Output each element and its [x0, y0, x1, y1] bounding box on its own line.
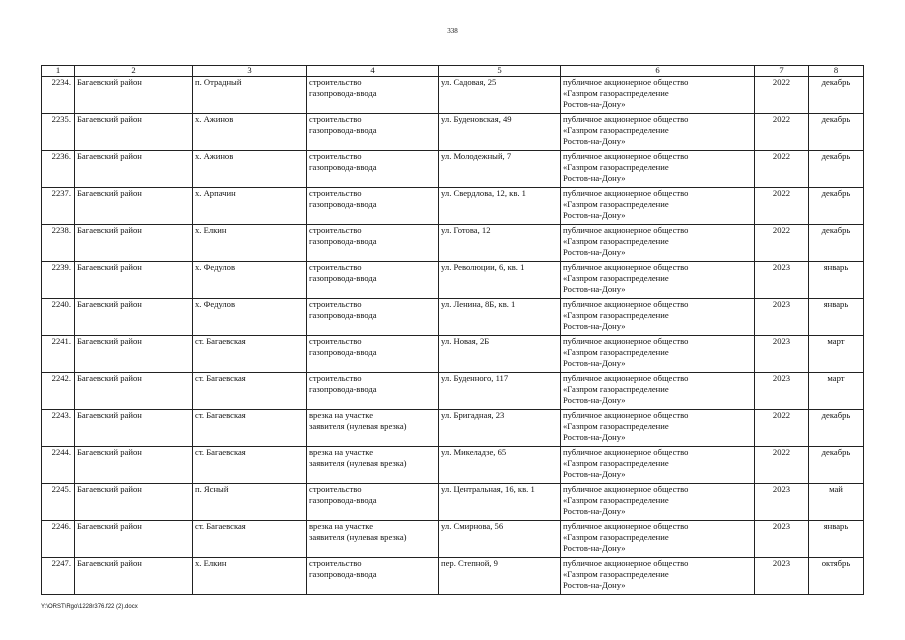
organization-line: публичное акционерное общество	[563, 484, 689, 494]
month-cell: декабрь	[809, 77, 864, 114]
organization-cell	[561, 410, 755, 447]
table-row	[42, 373, 864, 410]
address-cell: ул. Буденного, 117	[439, 373, 561, 410]
month-cell: декабрь	[809, 114, 864, 151]
year-cell: 2023	[755, 484, 809, 521]
work-type-line: строительство	[309, 77, 362, 87]
work-type-cell	[307, 410, 439, 447]
file-path-footer: Y:\ORST\Rgo\1228r376.f22 (2).docx	[41, 604, 138, 610]
locality-cell: х. Федулов	[193, 262, 307, 299]
row-number-cell: 2234.	[42, 77, 75, 114]
organization-line: «Газпром газораспределение	[563, 235, 669, 246]
month-cell: декабрь	[809, 447, 864, 484]
year-cell: 2023	[755, 336, 809, 373]
organization-cell	[561, 77, 755, 114]
locality-cell: х. Ажинов	[193, 114, 307, 151]
work-type-cell	[307, 373, 439, 410]
organization-line: Ростов-на-Дону»	[563, 542, 626, 553]
address-cell: ул. Молодежный, 7	[439, 151, 561, 188]
organization-line: Ростов-на-Дону»	[563, 283, 626, 294]
work-type-cell	[307, 558, 439, 595]
month-cell: октябрь	[809, 558, 864, 595]
month-cell: март	[809, 373, 864, 410]
organization-line: публичное акционерное общество	[563, 151, 689, 161]
address-cell: ул. Микеладзе, 65	[439, 447, 561, 484]
district-cell: Багаевский район	[75, 447, 193, 484]
year-cell: 2023	[755, 299, 809, 336]
gas-connection-table	[41, 65, 864, 595]
work-type-line: врезка на участке	[309, 410, 374, 420]
work-type-line: газопровода-ввода	[309, 494, 377, 505]
organization-line: «Газпром газораспределение	[563, 457, 669, 468]
organization-line: «Газпром газораспределение	[563, 87, 669, 98]
work-type-cell	[307, 188, 439, 225]
work-type-line: строительство	[309, 336, 362, 346]
organization-line: «Газпром газораспределение	[563, 272, 669, 283]
organization-line: публичное акционерное общество	[563, 262, 689, 272]
row-number-cell: 2247.	[42, 558, 75, 595]
year-cell: 2023	[755, 262, 809, 299]
organization-line: Ростов-на-Дону»	[563, 172, 626, 183]
locality-cell: х. Елкин	[193, 225, 307, 262]
organization-line: публичное акционерное общество	[563, 410, 689, 420]
year-cell: 2023	[755, 521, 809, 558]
organization-line: публичное акционерное общество	[563, 447, 689, 457]
year-cell: 2022	[755, 447, 809, 484]
organization-line: Ростов-на-Дону»	[563, 505, 626, 516]
row-number-cell: 2235.	[42, 114, 75, 151]
column-header-2: 2	[75, 66, 193, 77]
organization-cell	[561, 373, 755, 410]
organization-line: Ростов-на-Дону»	[563, 135, 626, 146]
work-type-line: газопровода-ввода	[309, 87, 377, 98]
column-header-6: 6	[561, 66, 755, 77]
column-header-3: 3	[193, 66, 307, 77]
district-cell: Багаевский район	[75, 558, 193, 595]
month-cell: декабрь	[809, 188, 864, 225]
work-type-line: строительство	[309, 114, 362, 124]
month-cell: январь	[809, 299, 864, 336]
address-cell: ул. Революции, 6, кв. 1	[439, 262, 561, 299]
table-row	[42, 447, 864, 484]
organization-line: публичное акционерное общество	[563, 225, 689, 235]
address-cell: ул. Смирнова, 56	[439, 521, 561, 558]
district-cell: Багаевский район	[75, 373, 193, 410]
work-type-line: газопровода-ввода	[309, 346, 377, 357]
organization-line: «Газпром газораспределение	[563, 531, 669, 542]
organization-line: «Газпром газораспределение	[563, 161, 669, 172]
organization-cell	[561, 262, 755, 299]
district-cell: Багаевский район	[75, 77, 193, 114]
organization-line: публичное акционерное общество	[563, 558, 689, 568]
work-type-line: строительство	[309, 373, 362, 383]
work-type-line: строительство	[309, 262, 362, 272]
address-cell: ул. Центральная, 16, кв. 1	[439, 484, 561, 521]
column-header-7: 7	[755, 66, 809, 77]
work-type-line: строительство	[309, 188, 362, 198]
work-type-cell	[307, 299, 439, 336]
address-cell: ул. Новая, 2Б	[439, 336, 561, 373]
work-type-line: газопровода-ввода	[309, 383, 377, 394]
year-cell: 2022	[755, 114, 809, 151]
organization-cell	[561, 447, 755, 484]
table-row	[42, 262, 864, 299]
address-cell: пер. Степной, 9	[439, 558, 561, 595]
locality-cell: ст. Багаевская	[193, 521, 307, 558]
work-type-line: заявителя (нулевая врезка)	[309, 531, 407, 542]
row-number-cell: 2237.	[42, 188, 75, 225]
organization-line: Ростов-на-Дону»	[563, 246, 626, 257]
address-cell: ул. Бригадная, 23	[439, 410, 561, 447]
row-number-cell: 2236.	[42, 151, 75, 188]
year-cell: 2022	[755, 410, 809, 447]
year-cell: 2022	[755, 188, 809, 225]
organization-line: «Газпром газораспределение	[563, 309, 669, 320]
column-header-1: 1	[42, 66, 75, 77]
locality-cell: ст. Багаевская	[193, 447, 307, 484]
table-row	[42, 336, 864, 373]
district-cell: Багаевский район	[75, 262, 193, 299]
table-row	[42, 410, 864, 447]
locality-cell: х. Арпачин	[193, 188, 307, 225]
month-cell: март	[809, 336, 864, 373]
month-cell: декабрь	[809, 225, 864, 262]
organization-line: публичное акционерное общество	[563, 77, 689, 87]
organization-line: Ростов-на-Дону»	[563, 431, 626, 442]
work-type-line: врезка на участке	[309, 447, 374, 457]
district-cell: Багаевский район	[75, 114, 193, 151]
month-cell: май	[809, 484, 864, 521]
work-type-line: газопровода-ввода	[309, 568, 377, 579]
locality-cell: х. Ажинов	[193, 151, 307, 188]
work-type-cell	[307, 336, 439, 373]
year-cell: 2023	[755, 373, 809, 410]
organization-cell	[561, 299, 755, 336]
work-type-cell	[307, 262, 439, 299]
page-number: 338	[447, 27, 458, 35]
work-type-cell	[307, 225, 439, 262]
year-cell: 2022	[755, 225, 809, 262]
row-number-cell: 2240.	[42, 299, 75, 336]
work-type-cell	[307, 151, 439, 188]
column-header-8: 8	[809, 66, 864, 77]
organization-line: Ростов-на-Дону»	[563, 394, 626, 405]
year-cell: 2022	[755, 77, 809, 114]
month-cell: январь	[809, 262, 864, 299]
table-body	[42, 77, 864, 595]
district-cell: Багаевский район	[75, 225, 193, 262]
district-cell: Багаевский район	[75, 336, 193, 373]
locality-cell: ст. Багаевская	[193, 410, 307, 447]
organization-line: Ростов-на-Дону»	[563, 579, 626, 590]
work-type-line: врезка на участке	[309, 521, 374, 531]
organization-line: «Газпром газораспределение	[563, 346, 669, 357]
organization-line: публичное акционерное общество	[563, 114, 689, 124]
month-cell: декабрь	[809, 410, 864, 447]
work-type-line: заявителя (нулевая врезка)	[309, 420, 407, 431]
organization-cell	[561, 484, 755, 521]
locality-cell: ст. Багаевская	[193, 373, 307, 410]
row-number-cell: 2244.	[42, 447, 75, 484]
organization-line: Ростов-на-Дону»	[563, 98, 626, 109]
row-number-cell: 2243.	[42, 410, 75, 447]
row-number-cell: 2242.	[42, 373, 75, 410]
work-type-line: строительство	[309, 558, 362, 568]
table-row	[42, 188, 864, 225]
organization-line: публичное акционерное общество	[563, 373, 689, 383]
work-type-line: строительство	[309, 225, 362, 235]
work-type-line: газопровода-ввода	[309, 309, 377, 320]
address-cell: ул. Садовая, 25	[439, 77, 561, 114]
locality-cell: п. Ясный	[193, 484, 307, 521]
organization-cell	[561, 558, 755, 595]
row-number-cell: 2238.	[42, 225, 75, 262]
organization-line: «Газпром газораспределение	[563, 383, 669, 394]
locality-cell: п. Отрадный	[193, 77, 307, 114]
month-cell: январь	[809, 521, 864, 558]
locality-cell: ст. Багаевская	[193, 336, 307, 373]
table-row	[42, 521, 864, 558]
address-cell: ул. Ленина, 8Б, кв. 1	[439, 299, 561, 336]
organization-line: Ростов-на-Дону»	[563, 320, 626, 331]
row-number-cell: 2239.	[42, 262, 75, 299]
locality-cell: х. Елкин	[193, 558, 307, 595]
work-type-cell	[307, 114, 439, 151]
organization-line: публичное акционерное общество	[563, 521, 689, 531]
organization-line: Ростов-на-Дону»	[563, 468, 626, 479]
work-type-line: газопровода-ввода	[309, 161, 377, 172]
organization-line: Ростов-на-Дону»	[563, 357, 626, 368]
district-cell: Багаевский район	[75, 188, 193, 225]
year-cell: 2023	[755, 558, 809, 595]
table-row	[42, 225, 864, 262]
table-row	[42, 151, 864, 188]
row-number-cell: 2241.	[42, 336, 75, 373]
address-cell: ул. Буденовская, 49	[439, 114, 561, 151]
organization-cell	[561, 114, 755, 151]
column-header-5: 5	[439, 66, 561, 77]
organization-line: «Газпром газораспределение	[563, 420, 669, 431]
organization-cell	[561, 151, 755, 188]
year-cell: 2022	[755, 151, 809, 188]
district-cell: Багаевский район	[75, 151, 193, 188]
work-type-line: газопровода-ввода	[309, 124, 377, 135]
organization-line: «Газпром газораспределение	[563, 198, 669, 209]
table-row	[42, 558, 864, 595]
organization-line: «Газпром газораспределение	[563, 494, 669, 505]
district-cell: Багаевский район	[75, 299, 193, 336]
work-type-cell	[307, 521, 439, 558]
organization-cell	[561, 225, 755, 262]
address-cell: ул. Свердлова, 12, кв. 1	[439, 188, 561, 225]
address-cell: ул. Готова, 12	[439, 225, 561, 262]
work-type-line: строительство	[309, 151, 362, 161]
organization-cell	[561, 521, 755, 558]
organization-line: публичное акционерное общество	[563, 188, 689, 198]
table-row	[42, 114, 864, 151]
organization-line: публичное акционерное общество	[563, 336, 689, 346]
work-type-cell	[307, 447, 439, 484]
district-cell: Багаевский район	[75, 484, 193, 521]
work-type-line: заявителя (нулевая врезка)	[309, 457, 407, 468]
month-cell: декабрь	[809, 151, 864, 188]
organization-cell	[561, 336, 755, 373]
row-number-cell: 2246.	[42, 521, 75, 558]
column-number-header	[42, 66, 864, 77]
work-type-line: газопровода-ввода	[309, 198, 377, 209]
locality-cell: х. Федулов	[193, 299, 307, 336]
organization-cell	[561, 188, 755, 225]
district-cell: Багаевский район	[75, 521, 193, 558]
organization-line: «Газпром газораспределение	[563, 124, 669, 135]
row-number-cell: 2245.	[42, 484, 75, 521]
work-type-line: строительство	[309, 299, 362, 309]
work-type-line: газопровода-ввода	[309, 272, 377, 283]
table-row	[42, 299, 864, 336]
table-row	[42, 77, 864, 114]
organization-line: «Газпром газораспределение	[563, 568, 669, 579]
column-header-4: 4	[307, 66, 439, 77]
work-type-line: газопровода-ввода	[309, 235, 377, 246]
work-type-cell	[307, 77, 439, 114]
organization-line: публичное акционерное общество	[563, 299, 689, 309]
district-cell: Багаевский район	[75, 410, 193, 447]
work-type-cell	[307, 484, 439, 521]
work-type-line: строительство	[309, 484, 362, 494]
table-row	[42, 484, 864, 521]
organization-line: Ростов-на-Дону»	[563, 209, 626, 220]
